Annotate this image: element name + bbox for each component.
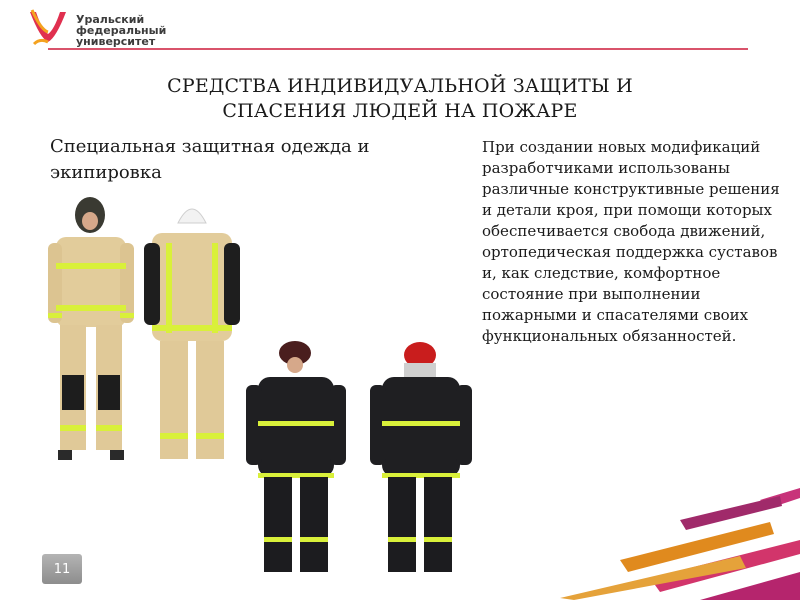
slide-title [120, 74, 680, 124]
header-divider [48, 48, 748, 50]
tan-suit-back-figure [144, 209, 240, 459]
description-text: При создании новых модификаций разработчиками использованы различные конструктивные решения и детали кроя, при помощи которых обеспечивается свобода движений, ортопедическая поддержка суставов и, как следствие, комфортное состояние при выполнении пожарными и спасателями своих функциональных обязанностей. [482, 138, 780, 345]
decorative-stripes [440, 460, 800, 600]
urfu-logo-icon [26, 8, 74, 48]
logo-text: Уральский федеральный университет [76, 13, 167, 48]
tan-suit-front-figure [48, 197, 134, 460]
dark-suit-front-figure [246, 341, 346, 572]
slide-subtitle: Специальная защитная одежда и экипировка [50, 136, 370, 183]
university-logo [26, 8, 166, 48]
slide-title-line-1: СРЕДСТВА ИНДИВИДУАЛЬНОЙ ЗАЩИТЫ И [167, 75, 633, 97]
slide-title-line-2: СПАСЕНИЯ ЛЮДЕЙ НА ПОЖАРЕ [222, 100, 578, 122]
protective-suits-photo [40, 185, 490, 580]
slide-number-badge: 11 [42, 554, 82, 584]
